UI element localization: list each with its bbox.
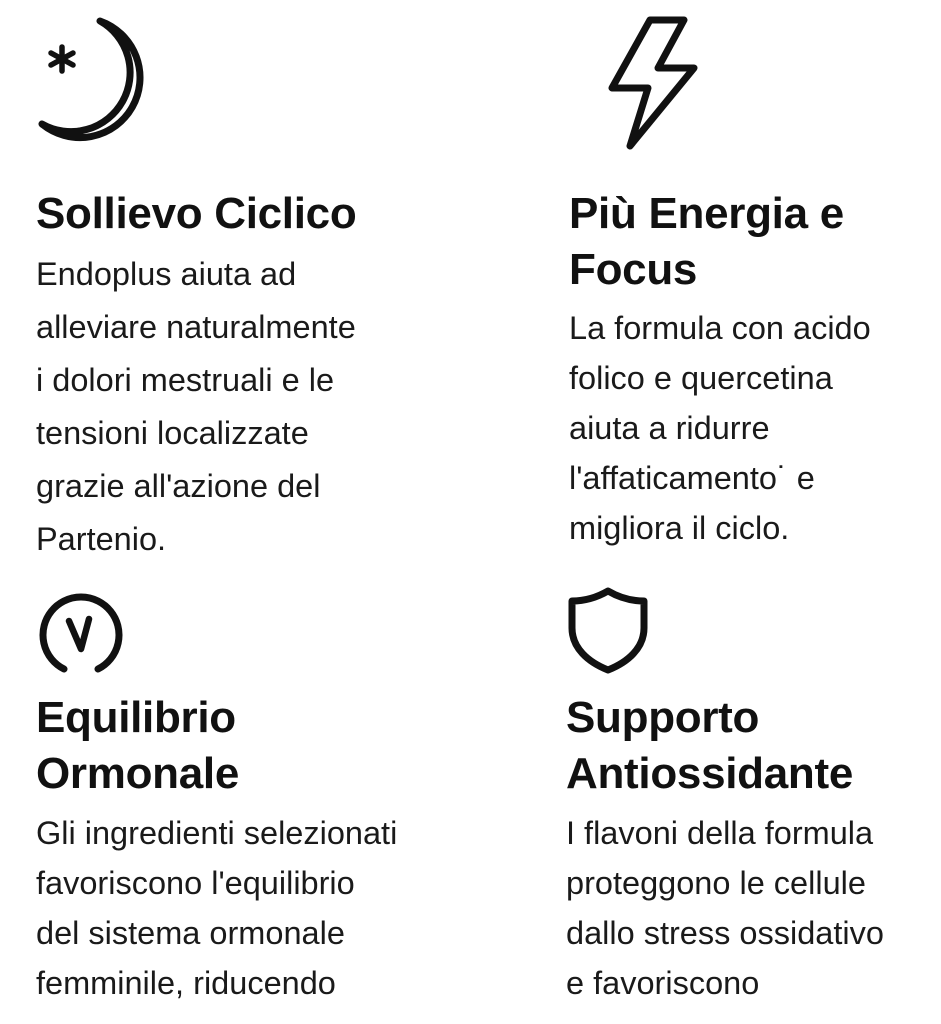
balance-gauge-icon: [36, 590, 126, 680]
feature-description: Endoplus aiuta ad alleviare naturalmente i dolori mestruali e le tensioni localizzate grazie all'azione del Partenio.: [36, 256, 356, 557]
feature-equilibrio-ormonale: [0, 580, 470, 1024]
shield-icon: [568, 586, 648, 674]
feature-description: La formula con acido folico e quercetina aiuta a ridurre l'affaticamento˙ e migliora il ciclo.: [569, 310, 871, 546]
feature-title: Sollievo Ciclico: [36, 189, 357, 238]
feature-supporto-antiossidante: [470, 580, 941, 1024]
moon-star-icon: [38, 14, 178, 154]
feature-title: Più Energia e Focus: [569, 189, 844, 294]
feature-title: Equilibrio Ormonale: [36, 693, 239, 798]
feature-description: Gli ingredienti selezionati favoriscono l'equilibrio del sistema ormonale femminile, riducendo: [36, 815, 398, 1001]
feature-description: I flavoni della formula proteggono le cellule dallo stress ossidativo e favoriscono: [566, 815, 884, 1001]
feature-piu-energia: [470, 0, 941, 580]
lightning-bolt-icon: [608, 16, 700, 150]
feature-title: Supporto Antiossidante: [566, 693, 854, 798]
feature-sollievo-ciclico: [0, 0, 470, 580]
